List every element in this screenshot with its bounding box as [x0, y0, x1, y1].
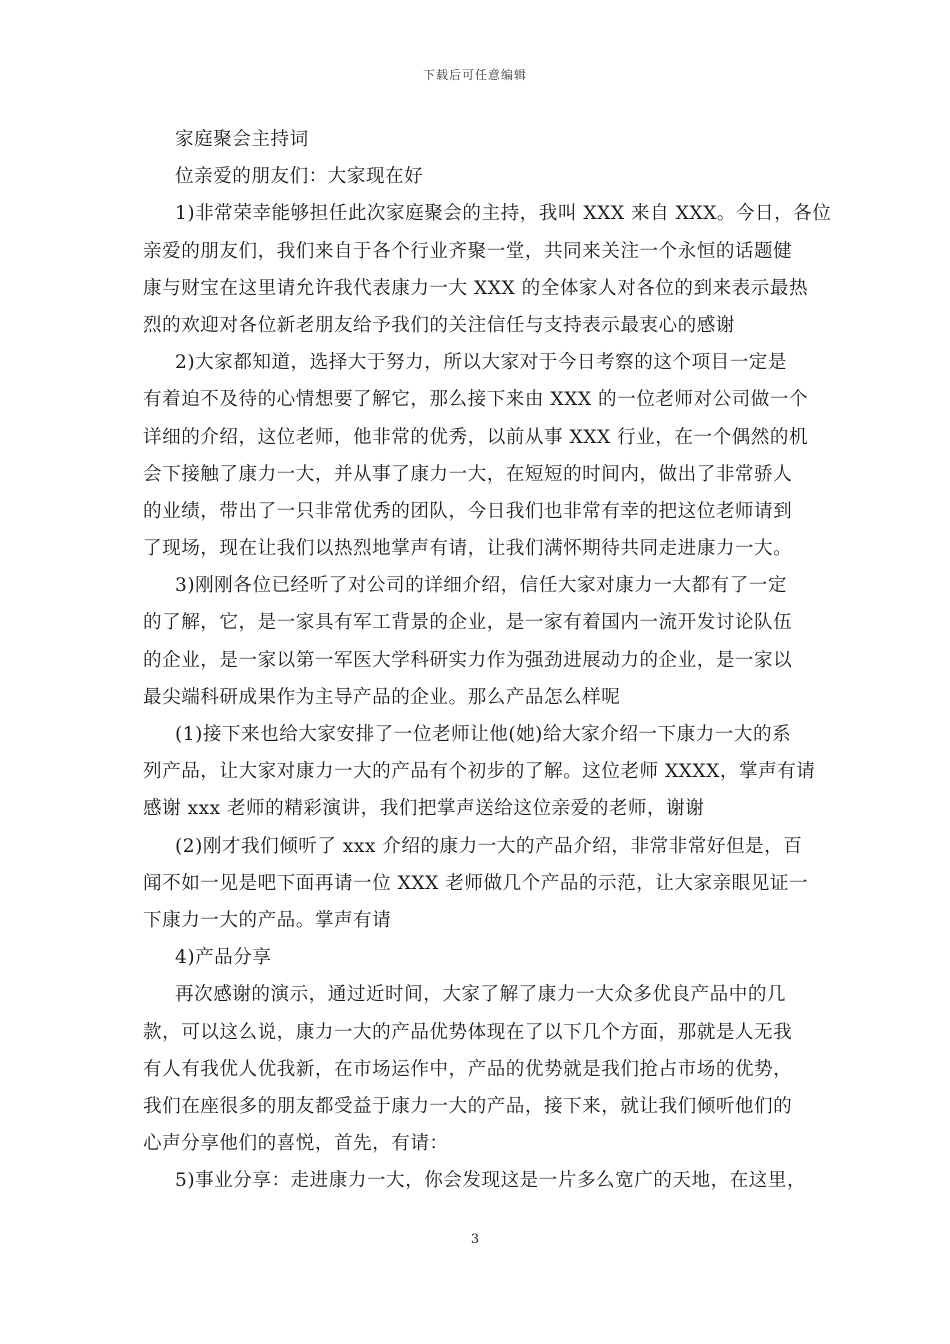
text-line: 2)大家都知道，选择大于努力，所以大家对于今日考察的这个项目一定是 [175, 352, 787, 374]
text-line: 的企业，是一家以第一军医大学科研实力作为强劲进展动力的企业，是一家以 [143, 649, 793, 671]
text-line: 亲爱的朋友们，我们来自于各个行业齐聚一堂，共同来关注一个永恒的话题健 [143, 240, 793, 262]
text-line: 5)事业分享：走进康力一大，你会发现这是一片多么宽广的天地，在这里， [175, 1170, 807, 1192]
text-line: 家庭聚会主持词 [175, 129, 309, 150]
text-line: 闻不如一见是吧下面再请一位 XXX 老师做几个产品的示范，让大家亲眼见证一 [143, 872, 809, 894]
text-line: 4)产品分享 [175, 947, 272, 969]
text-line: 位亲爱的朋友们：大家现在好 [175, 166, 424, 188]
text-line: 有着迫不及待的心情想要了解它，那么接下来由 XXX 的一位老师对公司做一个 [143, 389, 809, 411]
text-line: 我们在座很多的朋友都受益于康力一大的产品，接下来，就让我们倾听他们的 [143, 1095, 793, 1117]
document-body [143, 121, 832, 1199]
text-line: 的业绩，带出了一只非常优秀的团队，今日我们也非常有幸的把这位老师请到 [143, 500, 793, 522]
text-line: 康与财宝在这里请允许我代表康力一大 XXX 的全体家人对各位的到来表示最热 [143, 277, 809, 299]
text-line: 有人有我优人优我新，在市场运作中，产品的优势就是我们抢占市场的优势， [143, 1058, 793, 1080]
page-header: 下载后可任意编辑 [422, 68, 527, 82]
text-line: (2)刚才我们倾听了 xxx 介绍的康力一大的产品介绍，非常非常好但是，百 [175, 835, 803, 857]
text-line: 再次感谢的演示，通过近时间，大家了解了康力一大众多优良产品中的几 [175, 984, 787, 1006]
text-line: 详细的介绍，这位老师，他非常的优秀，以前从事 XXX 行业，在一个偶然的机 [143, 426, 809, 448]
text-line: 款，可以这么说，康力一大的产品优势体现在了以下几个方面，那就是人无我 [143, 1021, 793, 1043]
text-line: 心声分享他们的喜悦，首先，有请： [143, 1133, 449, 1155]
text-line: 3)刚刚各位已经听了对公司的详细介绍，信任大家对康力一大都有了一定 [175, 575, 787, 597]
text-line: 感谢 xxx 老师的精彩演讲，我们把掌声送给这位亲爱的老师，谢谢 [143, 798, 705, 820]
text-line: 下康力一大的产品。掌声有请 [143, 909, 392, 931]
text-line: 最尖端科研成果作为主导产品的企业。那么产品怎么样呢 [143, 686, 621, 708]
text-line: 1)非常荣幸能够担任此次家庭聚会的主持，我叫 XXX 来自 XXX。今日，各位 [175, 203, 832, 225]
page-number: 3 [470, 1232, 480, 1247]
text-line: (1)接下来也给大家安排了一位老师让他(她)给大家介绍一下康力一大的系 [175, 724, 792, 745]
text-line: 会下接触了康力一大，并从事了康力一大，在短短的时间内，做出了非常骄人 [143, 463, 793, 485]
text-line: 列产品，让大家对康力一大的产品有个初步的了解。这位老师 XXXX，掌声有请 [143, 761, 816, 783]
text-line: 的了解，它，是一家具有军工背景的企业，是一家有着国内一流开发讨论队伍 [143, 612, 793, 634]
text-line: 了现场，现在让我们以热烈地掌声有请，让我们满怀期待共同走进康力一大。 [143, 538, 793, 560]
text-line: 烈的欢迎对各位新老朋友给予我们的关注信任与支持表示最衷心的感谢 [143, 314, 735, 336]
